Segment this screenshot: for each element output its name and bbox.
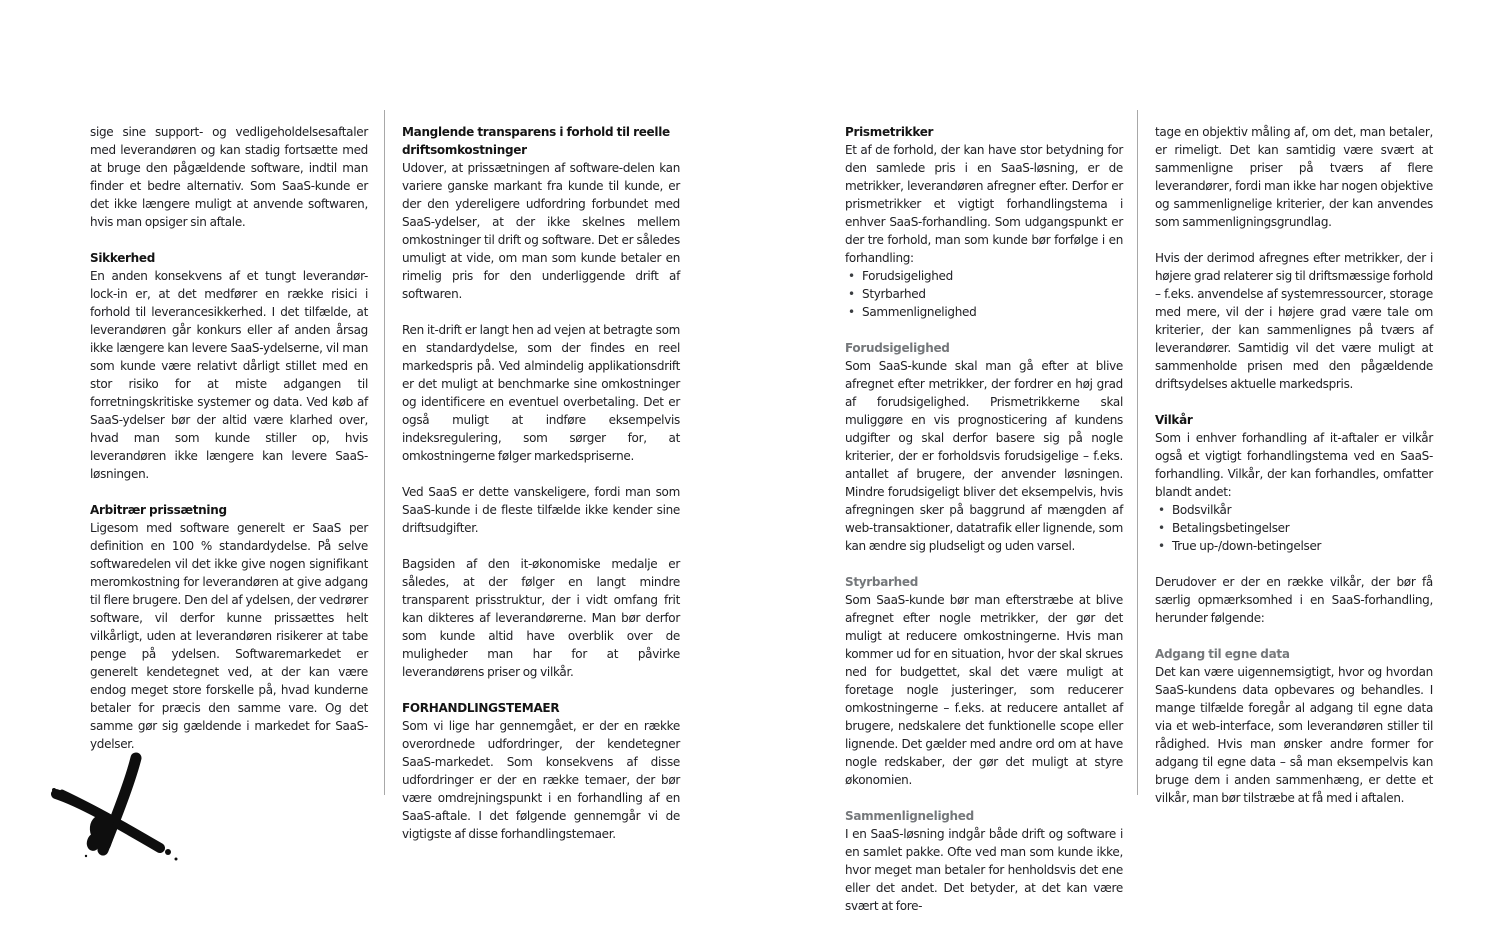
text-column-4 xyxy=(1155,123,1433,825)
text-column-2 xyxy=(402,123,680,861)
section-heading: FORHANDLINGSTEMAER xyxy=(402,701,560,715)
bullet-item: • Styrbarhed xyxy=(845,285,1123,303)
column-divider-left-page xyxy=(384,110,385,795)
bullet-list xyxy=(1155,501,1433,555)
paragraph: Som i enhver forhandling af it-aftaler er vilkår også et vigtigt forhandlingstema ved en SaaS-forhandling. Vilkår, der kan forhandles, omfatter blandt andet: xyxy=(1155,431,1433,499)
section-heading: Arbitrær prissætning xyxy=(90,503,227,517)
paragraph: Ren it-drift er langt hen ad vejen at betragte som en standardydelse, som der findes en reel markedspris på. Ved almindelig applikationsdrift er det muligt at benchmarke sine omkostninger og identificere en eventuel overbetaling. Det er også muligt at indføre eksempelvis indeksregulering, som sørger for, at omkostningerne følger markedspriserne. xyxy=(402,323,680,463)
paragraph: Ligesom med software generelt er SaaS per definition en 100 % standardydelse. På selve softwaredelen vil det ikke give nogen signifikant meromkostning for leverandøren at give adgang til flere brugere. Den del af ydelsen, der vedrører software, vil derfor kunne prissættes helt vilkårligt, uden at leverandøren risikerer at tabe penge på ydelsen. Softwaremarkedet er generelt kendetegnet ved, at der kan være endog meget store forskelle på, hvad kunderne betaler for præcis den samme vare. Og det samme gør sig gældende i markedet for SaaS-ydelser. xyxy=(90,521,368,751)
x-brush-mark-icon xyxy=(42,742,192,872)
sub-heading: Styrbarhed xyxy=(845,575,918,589)
paragraph: tage en objektiv måling af, om det, man betaler, er rimeligt. Det kan samtidig være svært at sammenligne priser på tværs af flere leverandører, fordi man ikke har nogen objektive og sammenlignelige kriterier, der kan anvendes som sammenligningsgrundlag. xyxy=(1155,125,1433,229)
text-column-3 xyxy=(845,123,1123,933)
paragraph: Derudover er der en række vilkår, der bør få særlig opmærksomhed i en SaaS-forhandling, herunder følgende: xyxy=(1155,575,1433,625)
bullet-item: • Bodsvilkår xyxy=(1155,501,1433,519)
sub-heading: Forudsigelighed xyxy=(845,341,950,355)
paragraph: Bagsiden af den it-økonomiske medalje er således, at der følger en langt mindre transparent prisstruktur, der i vidt omfang frit kan dikteres af leverandørerne. Man bør derfor som kunde altid have overblik over de muligheder man har for at påvirke leverandørens priser og vilkår. xyxy=(402,557,680,679)
bullet-item: • Sammenlignelighed xyxy=(845,303,1123,321)
paragraph: Udover, at prissætningen af software-delen kan variere ganske markant fra kunde til kunde, er der den ydereligere udfordring forbundet med SaaS-ydelser, at der ikke skelnes mellem omkostninger til drift og software. Det er således umuligt at vide, om man som kunde betaler en rimelig pris for den underliggende drift af softwaren. xyxy=(402,161,680,301)
paragraph: Hvis der derimod afregnes efter metrikker, der i højere grad relaterer sig til driftsmæssige forhold – f.eks. anvendelse af systemressourcer, storage med mere, vil der i højere grad være tale om kriterier, der kan sammenlignes på tværs af leverandører. Samtidig vil det være muligt at sammenholde prisen med den pågældende driftsydelses aktuelle markedspris. xyxy=(1155,251,1433,391)
paragraph: Som SaaS-kunde skal man gå efter at blive afregnet efter metrikker, der fordrer en høj grad af forudsigelighed. Prismetrikkerne skal muliggøre en vis prognosticering af kundens udgifter og skal derfor basere sig på nogle kriterier, der er forholdsvis forudsigelige – f.eks. antallet af brugere, der anvender løsningen. Mindre forudsigeligt bliver det eksempelvis, hvis afregningen sker på baggrund af mængden af web-transaktioner, datatrafik eller lignende, som kan ændre sig pludseligt og uden varsel. xyxy=(845,359,1123,553)
paragraph: Det kan være uigennemsigtigt, hvor og hvordan SaaS-kundens data opbevares og behandles. I mange tilfælde foregår al adgang til egne data via et web-interface, som leverandøren stiller til rådighed. Hvis man ønsker andre former for adgang til egne data – så man eksempelvis kan bruge dem i anden sammenhæng, er dette et vilkår, man bør tilstræbe at få med i aftalen. xyxy=(1155,665,1433,805)
bullet-list xyxy=(845,267,1123,321)
paragraph: I en SaaS-løsning indgår både drift og software i en samlet pakke. Ofte ved man som kunde ikke, hvor meget man betaler for henholdsvis det ene eller det andet. Det betyder, at det kan være svært at fore- xyxy=(845,827,1123,913)
sub-heading: Sammenlignelighed xyxy=(845,809,974,823)
bullet-item: • Betalingsbetingelser xyxy=(1155,519,1433,537)
section-heading: Manglende transparens i forhold til reelle driftsomkostninger xyxy=(402,125,670,157)
paragraph: En anden konsekvens af et tungt leverandør-lock-in er, at det medfører en række risici i forhold til leverancesikkerhed. I det tilfælde, at leverandøren går konkurs eller af anden årsag ikke længere kan levere SaaS-ydelserne, vil man som kunde være relativt dårligt stillet med en stor risiko for at miste adgangen til forretningskritiske systemer og data. Ved køb af SaaS-ydelser bør der altid være klarhed over, hvad man som kunde stiller op, hvis leverandøren ikke længere kan levere SaaS-løsningen. xyxy=(90,269,368,481)
sub-heading: Adgang til egne data xyxy=(1155,647,1290,661)
bullet-item: • True up-/down-betingelser xyxy=(1155,537,1433,555)
section-heading: Vilkår xyxy=(1155,413,1193,427)
section-heading: Prismetrikker xyxy=(845,125,934,139)
column-divider-right-page xyxy=(1137,110,1138,795)
section-heading: Sikkerhed xyxy=(90,251,156,265)
paragraph: Ved SaaS er dette vanskeligere, fordi man som SaaS-kunde i de fleste tilfælde ikke kender sine driftsudgifter. xyxy=(402,485,680,535)
paragraph: Et af de forhold, der kan have stor betydning for den samlede pris i en SaaS-løsning, er de metrikker, leverandøren afregner efter. Derfor er prismetrikker et vigtigt forhandlingstema i enhver SaaS-forhandling. Som udgangspunkt er der tre forhold, man som kunde bør forfølge i en forhandling: xyxy=(845,143,1123,265)
bullet-item: • Forudsigelighed xyxy=(845,267,1123,285)
paragraph: sige sine support- og vedligeholdelsesaftaler med leverandøren og kan stadig fortsætte med at bruge den pågældende software, indtil man finder et bedre alternativ. Som SaaS-kunde er det ikke længere muligt at anvende softwaren, hvis man opsiger sin aftale. xyxy=(90,125,368,229)
paragraph: Som vi lige har gennemgået, er der en række overordnede udfordringer, der kendetegner SaaS-markedet. Som konsekvens af disse udfordringer er der en række temaer, der bør være omdrejningspunkt i en forhandling af en SaaS-aftale. I det følgende gennemgår vi de vigtigste af disse forhandlingstemaer. xyxy=(402,719,680,841)
text-column-1 xyxy=(90,123,368,771)
paragraph: Som SaaS-kunde bør man efterstræbe at blive afregnet efter nogle metrikker, der gør det muligt at reducere omkostningerne. Hvis man kommer ud for en situation, hvor der skal skrues ned for budgettet, skal det være muligt at foretage nogle justeringer, som reducerer omkostningerne – f.eks. at reducere antallet af brugere, nedskalere det funktionelle scope eller lignende. Det gælder med andre ord om at have nogle redskaber, der gør det muligt at styre økonomien. xyxy=(845,593,1123,787)
